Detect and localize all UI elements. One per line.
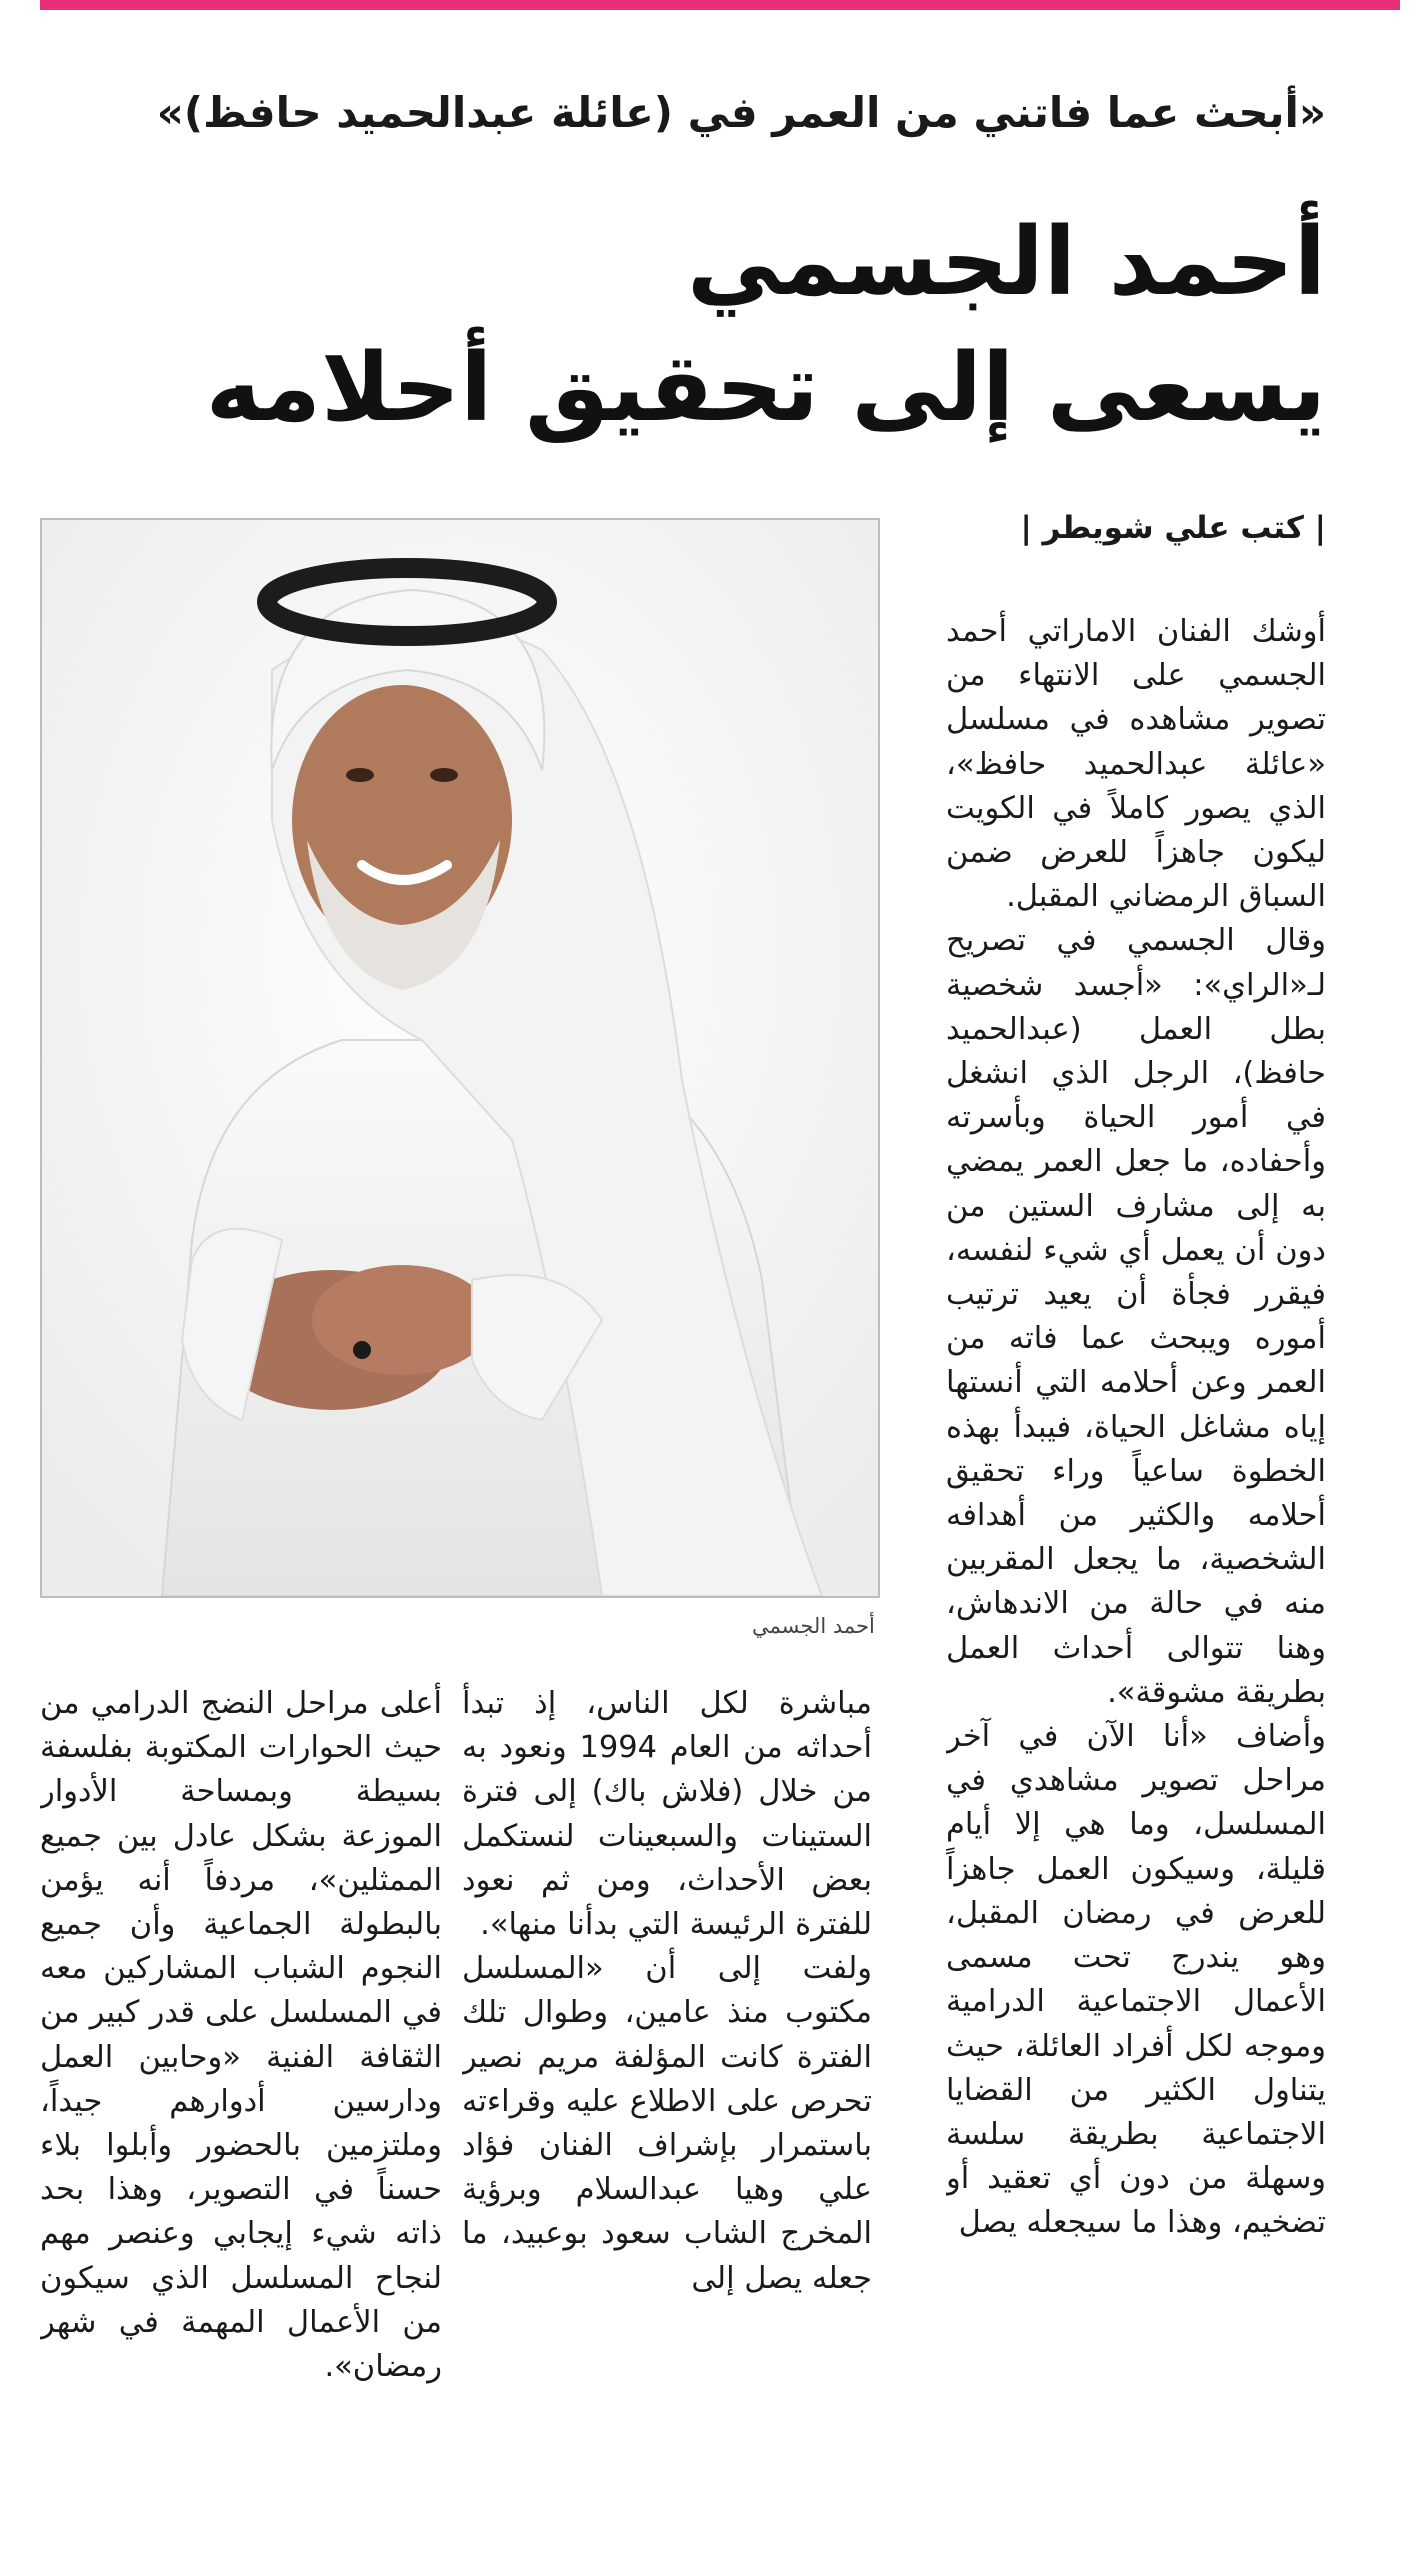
article-kicker: «أبحث عما فاتني من العمر في (عائلة عبدالحميد حافظ)»: [156, 88, 1326, 137]
paragraph: أعلى مراحل النضج الدرامي من حيث الحوارات المكتوبة بفلسفة بسيطة وبمساحة الأدوار الموزعة بشكل عادل بين جميع الممثلين»، مردفاً أنه يؤمن بالبطولة الجماعية وأن جميع النجوم الشباب المشاركين معه في المسلسل على قدر كبير من الثقافة الفنية «وحابين العمل ودارسين أدوارهم جيداً، وملتزمين بالحضور وأبلوا بلاء حسناً في التصوير، وهذا بحد ذاته شيء إيجابي وعنصر مهم لنجاح المسلسل الذي سيكون من الأعمال المهمة في شهر رمضان».: [40, 1686, 442, 2385]
portrait-illustration: [42, 520, 878, 1596]
paragraph: ولفت إلى أن «المسلسل مكتوب منذ عامين، وطوال تلك الفترة كانت المؤلفة مريم نصير تحرص على الاطلاع عليه وقراءته باستمرار بإشراف الفنان فؤاد علي وهيا عبدالسلام وبرؤية المخرج الشاب سعود بوعبيد، ما جعله يصل إلى: [462, 1951, 872, 2296]
paragraph: مباشرة لكل الناس، إذ تبدأ أحداثه من العام 1994 ونعود به من خلال (فلاش باك) إلى فترة الستينات والسبعينات لنستكمل بعض الأحداث، ومن ثم نعود للفترة الرئيسة التي بدأنا منها».: [462, 1686, 872, 1943]
article-column-left: [40, 1682, 442, 2542]
article-column-middle: [462, 1682, 872, 2542]
article-column-right: [946, 610, 1326, 2545]
accent-bar: [40, 0, 1400, 10]
portrait-photo: [40, 518, 880, 1598]
paragraph: أوشك الفنان الاماراتي أحمد الجسمي على الانتهاء من تصوير مشاهده في مسلسل «عائلة عبدالحميد حافظ»، الذي يصور كاملاً في الكويت ليكون جاهزاً للعرض ضمن السباق الرمضاني المقبل.: [946, 614, 1326, 915]
paragraph: وأضاف «أنا الآن في آخر مراحل تصوير مشاهدي في المسلسل، وما هي إلا أيام قليلة، وسيكون العمل جاهزاً للعرض في رمضان المقبل، وهو يندرج تحت مسمى الأعمال الاجتماعية الدرامية وموجه لكل أفراد العائلة، حيث يتناول الكثير من القضايا الاجتماعية بطريقة سلسة وسهلة من دون أي تعقيد أو تضخيم، وهذا ما سيجعله يصل: [946, 1719, 1326, 2241]
byline: | كتب علي شويطر |: [1020, 510, 1326, 546]
photo-caption: أحمد الجسمي: [752, 1614, 875, 1638]
paragraph: وقال الجسمي في تصريح لـ«الراي»: «أجسد شخصية بطل العمل (عبدالحميد حافظ)، الرجل الذي انشغل في أمور الحياة وبأسرته وأحفاده، ما جعل العمر يمضي به إلى مشارف الستين من دون أن يعمل أي شيء لنفسه، فيقرر فجأة أن يعيد ترتيب أموره ويبحث عما فاته من العمر وعن أحلامه التي أنستها إياه مشاغل الحياة، فيبدأ بهذه الخطوة ساعياً وراء تحقيق أحلامه والكثير من أهدافه الشخصية، ما يجعل المقربين منه في حالة من الاندهاش، وهنا تتوالى أحداث العمل بطريقة مشوقة».: [946, 923, 1326, 1710]
article-headline: [76, 200, 1326, 452]
headline-line-2: يسعى إلى تحقيق أحلامه: [205, 334, 1326, 443]
headline-line-1: أحمد الجسمي: [686, 208, 1326, 317]
